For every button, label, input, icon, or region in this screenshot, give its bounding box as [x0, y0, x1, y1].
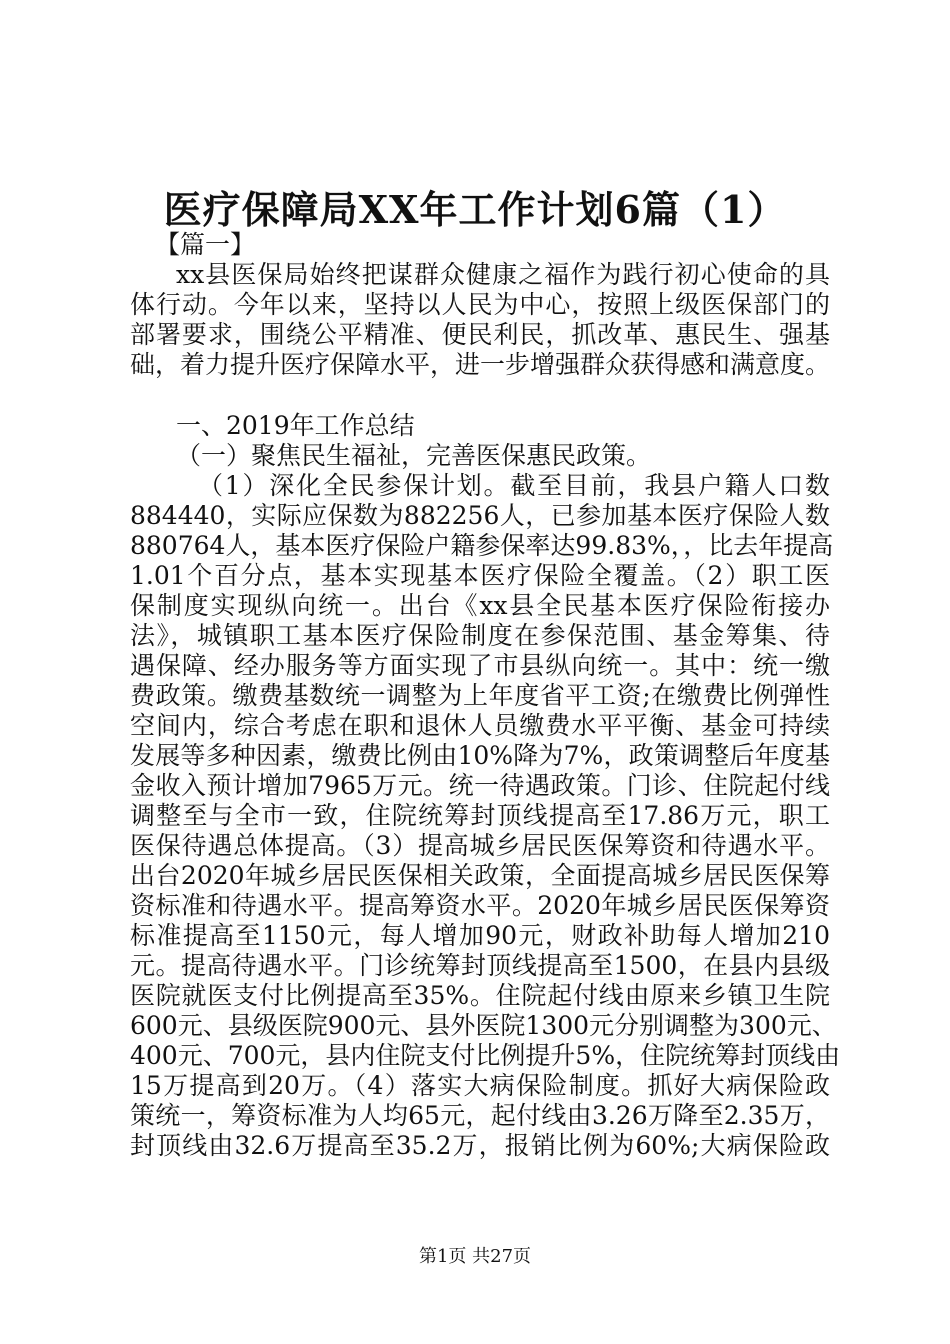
- paragraph-line: 资标准和待遇水平。提高筹资水平。2020年城乡居民医保筹资: [130, 891, 830, 920]
- heading-level-2: （一）聚焦民生福祉，完善医保惠民政策。: [176, 441, 652, 470]
- paragraph-line: 880764人，基本医疗保险户籍参保率达99.83%，，比去年提高: [130, 531, 834, 560]
- paragraph-line: 础，着力提升医疗保障水平，进一步增强群众获得感和满意度。: [130, 350, 831, 379]
- paragraph-line: 发展等多种因素，缴费比例由10%降为7%，政策调整后年度基: [130, 741, 830, 770]
- paragraph-line: 体行动。今年以来，坚持以人民为中心，按照上级医保部门的: [130, 290, 830, 319]
- paragraph-line: 部署要求，围绕公平精准、便民利民，抓改革、惠民生、强基: [130, 320, 830, 349]
- paragraph-gap: [130, 380, 830, 411]
- paragraph-line: 封顶线由32.6万提高至35.2万，报销比例为60%;大病保险政: [130, 1131, 830, 1160]
- paragraph-line: 费政策。缴费基数统一调整为上年度省平工资;在缴费比例弹性: [130, 681, 830, 710]
- paragraph-line: 医院就医支付比例提高至35%。住院起付线由原来乡镇卫生院: [130, 981, 830, 1010]
- document-body: [130, 230, 841, 1161]
- paragraph-line: 医保待遇总体提高。（3）提高城乡居民医保筹资和待遇水平。: [130, 831, 830, 860]
- page-footer: 第1页 共27页: [418, 1246, 532, 1267]
- document-title: 医疗保障局XX年工作计划6篇（1）: [163, 187, 787, 232]
- paragraph-line: 元。提高待遇水平。门诊统筹封顶线提高至1500，在县内县级: [130, 951, 830, 980]
- paragraph-line: 空间内，综合考虑在职和退休人员缴费水平平衡、基金可持续: [130, 711, 830, 740]
- paragraph-line: 金收入预计增加7965万元。统一待遇政策。门诊、住院起付线: [130, 771, 830, 800]
- paragraph-line: 884440，实际应保数为882256人，已参加基本医疗保险人数: [130, 501, 830, 530]
- paragraph-line: 600元、县级医院900元、县外医院1300元分别调整为300元、: [130, 1011, 837, 1040]
- paragraph-line: 1.01个百分点，基本实现基本医疗保险全覆盖。（2）职工医: [130, 561, 830, 590]
- paragraph-line: 400元、700元，县内住院支付比例提升5%，住院统筹封顶线由: [130, 1041, 841, 1070]
- paragraph-line: 标准提高至1150元，每人增加90元，财政补助每人增加210: [130, 921, 830, 950]
- paragraph-line: （1）深化全民参保计划。截至目前，我县户籍人口数: [198, 471, 830, 500]
- paragraph-line: 15万提高到20万。（4）落实大病保险制度。抓好大病保险政: [130, 1071, 830, 1100]
- section-heading: 【篇一】: [155, 230, 256, 259]
- heading-level-1: 一、2019年工作总结: [176, 411, 415, 440]
- paragraph-line: 调整至与全市一致，住院统筹封顶线提高至17.86万元，职工: [130, 801, 830, 830]
- paragraph-line: 遇保障、经办服务等方面实现了市县纵向统一。其中：统一缴: [130, 651, 830, 680]
- paragraph-line: xx县医保局始终把谋群众健康之福作为践行初心使命的具: [176, 260, 830, 289]
- paragraph-line: 法》，城镇职工基本医疗保险制度在参保范围、基金筹集、待: [130, 621, 830, 650]
- paragraph-line: 保制度实现纵向统一。出台《xx县全民基本医疗保险衔接办: [130, 591, 830, 620]
- paragraph-line: 策统一，筹资标准为人均65元，起付线由3.26万降至2.35万，: [130, 1101, 830, 1130]
- paragraph-line: 出台2020年城乡居民医保相关政策，全面提高城乡居民医保筹: [130, 861, 830, 890]
